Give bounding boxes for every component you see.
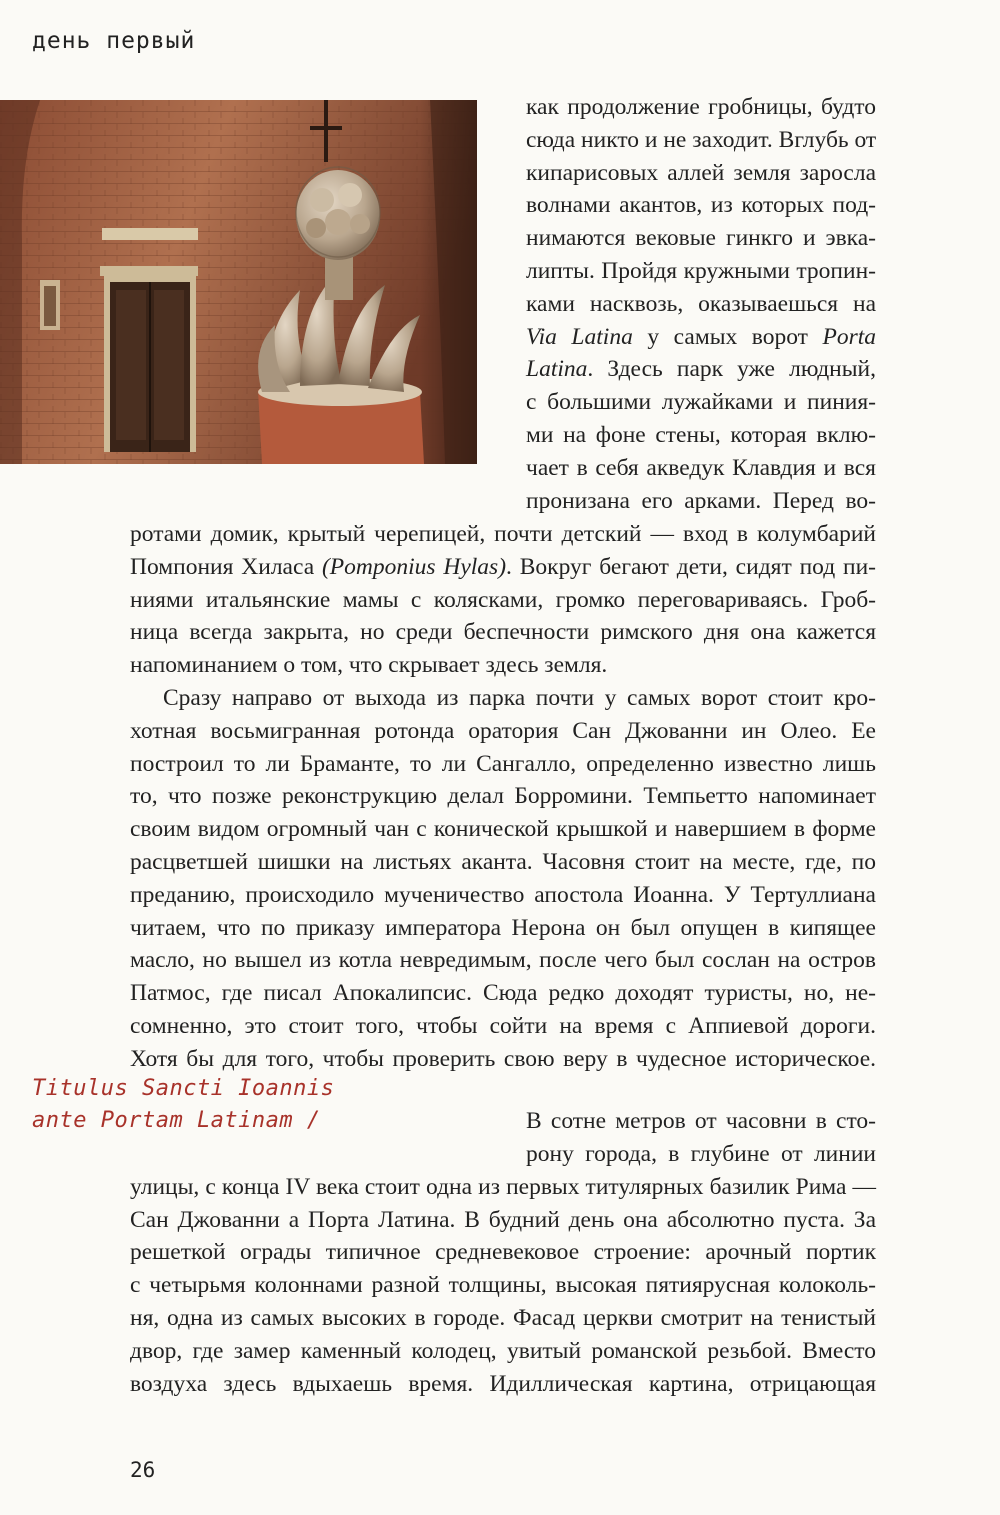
section-heading-line1: Titulus Sancti Ioannis [32,1076,335,1101]
text-line: расцветшей шишки на листьях аканта. Часовня стоит на месте, где, по [130,849,876,875]
text-line: с четырьмя колоннами разной толщины, высокая пятиярусная колоколь- [130,1272,876,1298]
text-line: нимаются вековые гинкго и эвка- [526,225,876,251]
text-line [130,552,876,582]
text-span: у самых ворот [632,324,823,350]
text-line: ми на фоне стены, которая вклю- [526,422,876,448]
photo-rotunda-finial [0,100,477,464]
text-line [526,354,876,384]
text-line: Сан Джованни а Порта Латина. В будний день она абсолютно пуста. За [130,1207,876,1233]
text-line: ня, одна из самых высоких в городе. Фасад церкви смотрит на тенистый [130,1305,876,1331]
text-italic: Porta [822,324,876,350]
text-line: сюда никто и не заходит. Вглубь от [526,127,877,153]
text-line: ниями итальянские мамы с колясками, громко переговариваясь. Гроб- [130,587,876,613]
text-line: рону города, в глубине от линии [526,1141,876,1167]
text-line: масло, но вышел из котла невредимым, после чего был сослан на остров [130,947,876,973]
text-line: кипарисовых аллей земля заросла [526,160,876,186]
text-line: чает в себя акведук Клавдия и вся [526,455,876,481]
text-line: решеткой ограды типичное средневековое строение: арочный портик [130,1239,876,1265]
running-head: день первый [32,28,196,54]
text-italic: (Pomponius Hylas) [321,554,507,580]
text-line: ротами домик, крытый черепицей, почти детский — вход в колумбарий [130,521,876,547]
text-italic: Latina [526,356,588,382]
text-line: пронизана его арками. Перед во- [526,488,876,514]
text-line: хотная восьмигранная ротонда оратория Сан Джованни ин Олео. Ее [130,718,876,744]
text-line: Сразу направо от выхода из парка почти у самых ворот стоит кро- [163,685,876,711]
text-line: преданию, происходило мученичество апостола Иоанна. У Тертуллиана [130,882,876,908]
text-line: сомненно, это стоит того, чтобы сойти на время с Аппиевой дороги. [130,1013,876,1039]
text-line: своим видом огромный чан с конической крышкой и навершием в форме [130,816,876,842]
text-line: ница всегда закрыта, но среди беспечности римского дня она кажется [130,619,876,645]
text-line: улицы, с конца IV века стоит одна из первых титулярных базилик Рима — [130,1174,876,1200]
text-italic: Via Latina [526,324,633,350]
text-line: Патмос, где писал Апокалипсис. Сюда редко доходят туристы, но, не- [130,980,876,1006]
photo-illustration [0,100,477,464]
text-line: липты. Пройдя кружными тропин- [526,258,876,284]
text-line: с большими лужайками и пиния- [526,389,876,415]
text-line: читаем, что по приказу императора Нерона он был опущен в кипящее [130,915,876,941]
text-span: . Вокруг бегают дети, сидят под пи- [506,554,876,580]
text-line: Хотя бы для того, чтобы проверить свою веру в чудесное историческое. [130,1046,876,1072]
text-span: Помпония Хиласа [130,554,322,580]
text-span: . Здесь парк уже людный, [587,356,876,382]
text-line: В сотне метров от часовни в сто- [526,1108,876,1134]
text-line: напоминанием о том, что скрывает здесь земля. [130,652,608,678]
text-line: как продолжение гробницы, будто [526,94,876,120]
text-line: воздуха здесь вдыхаешь время. Идиллическая картина, отрицающая [130,1371,876,1397]
text-line: волнами акантов, из которых под- [526,192,876,218]
text-line: построил то ли Браманте, то ли Сангалло, определенно известно лишь [130,751,876,777]
text-line: двор, где замер каменный колодец, увитый романской резьбой. Вместо [130,1338,876,1364]
text-line: то, что позже реконструкцию делал Борромини. Темпьетто напоминает [130,783,876,809]
page-number: 26 [130,1458,156,1482]
text-line: ками насквозь, оказываешься на [526,291,876,317]
section-heading-line2: ante Portam Latinam / [32,1108,321,1133]
text-line [526,322,876,352]
